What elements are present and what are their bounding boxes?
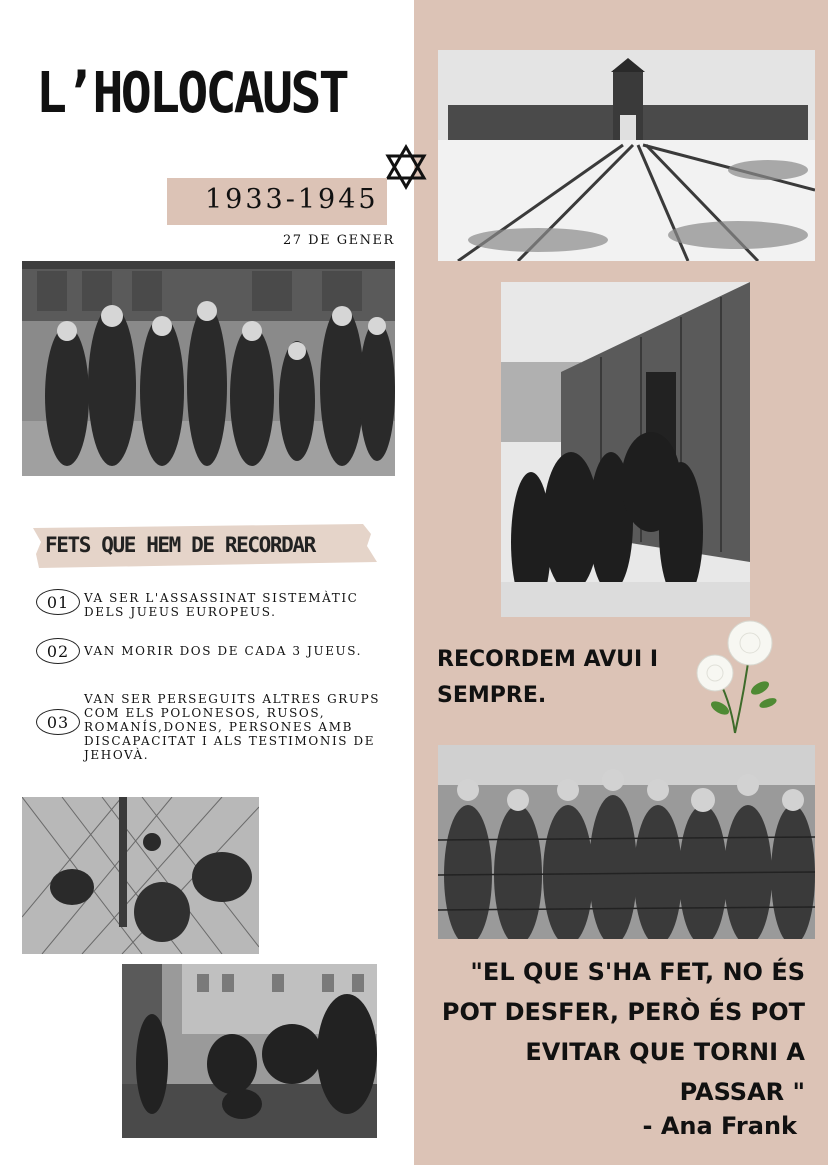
photo-street <box>122 964 377 1138</box>
fact-number: 01 <box>36 589 80 615</box>
photo-gate-railway <box>438 50 815 261</box>
photo-women-children <box>22 261 395 476</box>
date-label: 27 DE GENER <box>283 233 395 248</box>
fact-text: VA SER L'ASSASSINAT SISTEMÀTIC DELS JUEUS EUROPEUS. <box>84 591 359 619</box>
photo-children-barbed-wire <box>438 745 815 939</box>
fact-number: 03 <box>36 709 80 735</box>
facts-heading-banner <box>33 524 377 568</box>
remember-text: RECORDEM AVUI I SEMPRE. <box>437 647 659 708</box>
fact-text: VAN MORIR DOS DE CADA 3 JUEUS. <box>84 644 363 658</box>
fact-item <box>36 588 396 624</box>
photo-fence <box>22 797 259 954</box>
fact-number: 02 <box>36 638 80 664</box>
quote-text: "EL QUE S'HA FET, NO ÉS POT DESFER, PERÒ ÉS POT EVITAR QUE TORNI A PASSAR " <box>441 958 805 1106</box>
fact-item <box>36 638 396 664</box>
fact-item <box>36 690 396 774</box>
photo-train-wagon <box>501 282 750 617</box>
page-title: L’HOLOCAUST <box>36 61 347 126</box>
quote-author: - Ana Frank <box>642 1112 797 1140</box>
facts-heading: FETS QUE HEM DE RECORDAR <box>45 533 315 557</box>
white-roses-icon <box>690 618 785 736</box>
star-of-david-icon <box>384 144 428 190</box>
fact-text: VAN SER PERSEGUITS ALTRES GRUPS COM ELS POLONESOS, RUSOS, ROMANÍS,DONES, PERSONES AMB DISCAPACITAT I ALS TESTIMONIS DE JEHOVÀ. <box>84 692 381 762</box>
years-label: 1933-1945 <box>205 184 379 215</box>
